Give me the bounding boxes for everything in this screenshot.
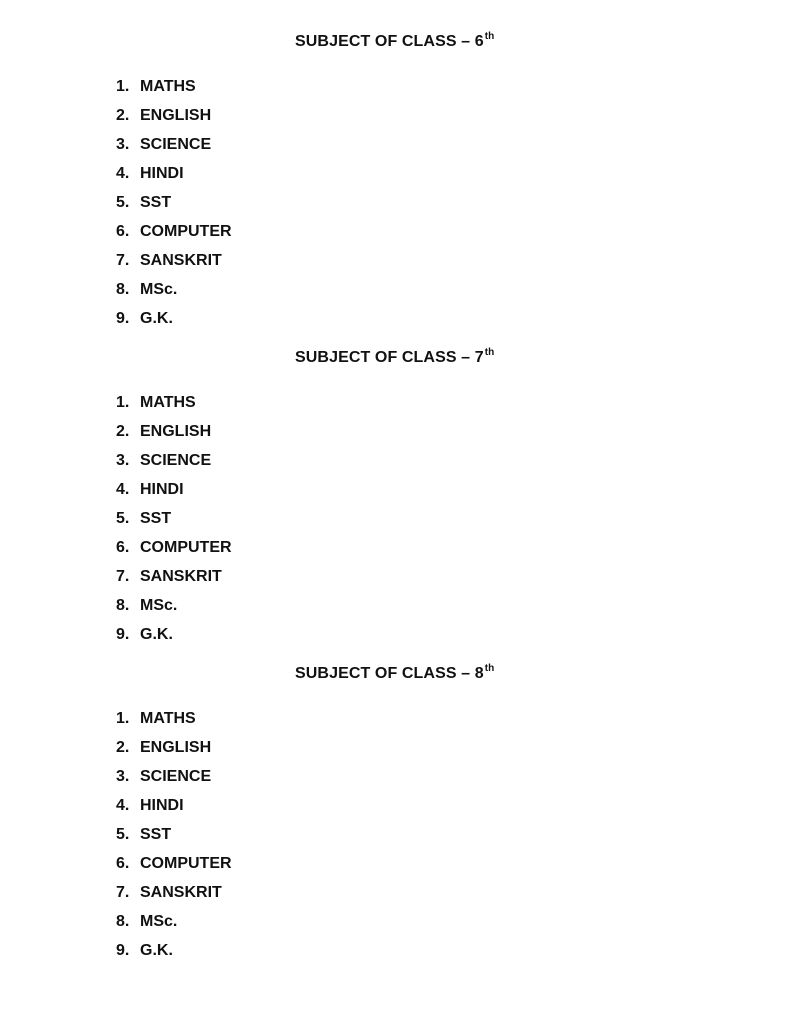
list-item-label: MATHS — [140, 709, 196, 727]
list-item — [116, 849, 232, 878]
class-8-heading-text: SUBJECT OF CLASS – 8 — [295, 665, 484, 682]
list-item-label: ENGLISH — [140, 738, 212, 756]
list-item-label: SCIENCE — [140, 451, 212, 469]
list-item-label: SCIENCE — [140, 767, 212, 785]
list-item-number: 3. — [116, 767, 130, 785]
list-item — [116, 246, 232, 275]
list-item-label: MSc. — [140, 280, 178, 298]
list-item-label: HINDI — [140, 164, 184, 182]
class-7-heading — [295, 348, 494, 368]
list-item-number: 3. — [116, 451, 130, 469]
list-item-number: 3. — [116, 135, 130, 153]
list-item — [116, 820, 232, 849]
list-item-number: 5. — [116, 193, 130, 211]
list-item-number: 1. — [116, 77, 130, 95]
list-item-number: 7. — [116, 567, 130, 585]
class-6-heading-text: SUBJECT OF CLASS – 6 — [295, 33, 484, 50]
list-item — [116, 591, 232, 620]
list-item-label: MATHS — [140, 77, 196, 95]
list-item-number: 9. — [116, 941, 130, 959]
list-item-label: SST — [140, 193, 172, 211]
class-7-heading-suffix: th — [484, 346, 495, 358]
list-item-number: 4. — [116, 480, 130, 498]
list-item-number: 4. — [116, 164, 130, 182]
class-8-heading — [295, 664, 494, 684]
class-6-heading — [295, 32, 494, 52]
list-item — [116, 475, 232, 504]
class-6-heading-suffix: th — [484, 30, 495, 42]
list-item-number: 1. — [116, 709, 130, 727]
list-item — [116, 130, 232, 159]
list-item-label: SANSKRIT — [140, 567, 222, 585]
list-item — [116, 417, 232, 446]
list-item — [116, 762, 232, 791]
list-item — [116, 188, 232, 217]
list-item-number: 1. — [116, 393, 130, 411]
list-item — [116, 101, 232, 130]
list-item-label: ENGLISH — [140, 106, 212, 124]
class-7-subject-list — [116, 388, 232, 649]
list-item-label: HINDI — [140, 480, 184, 498]
list-item-number: 6. — [116, 854, 130, 872]
list-item — [116, 388, 232, 417]
list-item-label: HINDI — [140, 796, 184, 814]
list-item-number: 5. — [116, 509, 130, 527]
list-item-number: 9. — [116, 625, 130, 643]
list-item-number: 7. — [116, 883, 130, 901]
list-item-label: G.K. — [140, 309, 173, 327]
list-item-number: 6. — [116, 222, 130, 240]
list-item — [116, 620, 232, 649]
list-item — [116, 217, 232, 246]
list-item — [116, 446, 232, 475]
list-item — [116, 504, 232, 533]
list-item-number: 8. — [116, 912, 130, 930]
list-item-number: 5. — [116, 825, 130, 843]
list-item — [116, 704, 232, 733]
list-item-number: 8. — [116, 280, 130, 298]
list-item-number: 7. — [116, 251, 130, 269]
class-8-subject-list — [116, 704, 232, 965]
list-item-number: 8. — [116, 596, 130, 614]
list-item-number: 2. — [116, 738, 130, 756]
list-item-number: 9. — [116, 309, 130, 327]
list-item — [116, 159, 232, 188]
list-item-label: ENGLISH — [140, 422, 212, 440]
list-item-label: MSc. — [140, 912, 178, 930]
list-item — [116, 562, 232, 591]
list-item-label: G.K. — [140, 625, 173, 643]
list-item-number: 2. — [116, 106, 130, 124]
list-item-number: 6. — [116, 538, 130, 556]
list-item — [116, 275, 232, 304]
list-item-label: COMPUTER — [140, 222, 232, 240]
list-item — [116, 533, 232, 562]
list-item — [116, 936, 232, 965]
list-item — [116, 72, 232, 101]
list-item-label: G.K. — [140, 941, 173, 959]
list-item-label: SANSKRIT — [140, 883, 222, 901]
list-item-label: MSc. — [140, 596, 178, 614]
class-6-subject-list — [116, 72, 232, 333]
list-item-label: COMPUTER — [140, 854, 232, 872]
list-item-label: MATHS — [140, 393, 196, 411]
list-item-number: 2. — [116, 422, 130, 440]
class-8-heading-suffix: th — [484, 662, 495, 674]
list-item — [116, 907, 232, 936]
list-item-label: COMPUTER — [140, 538, 232, 556]
list-item — [116, 878, 232, 907]
class-7-heading-text: SUBJECT OF CLASS – 7 — [295, 349, 484, 366]
list-item — [116, 304, 232, 333]
list-item-label: SST — [140, 509, 172, 527]
list-item-label: SCIENCE — [140, 135, 212, 153]
list-item-label: SST — [140, 825, 172, 843]
list-item-label: SANSKRIT — [140, 251, 222, 269]
list-item — [116, 733, 232, 762]
list-item — [116, 791, 232, 820]
list-item-number: 4. — [116, 796, 130, 814]
